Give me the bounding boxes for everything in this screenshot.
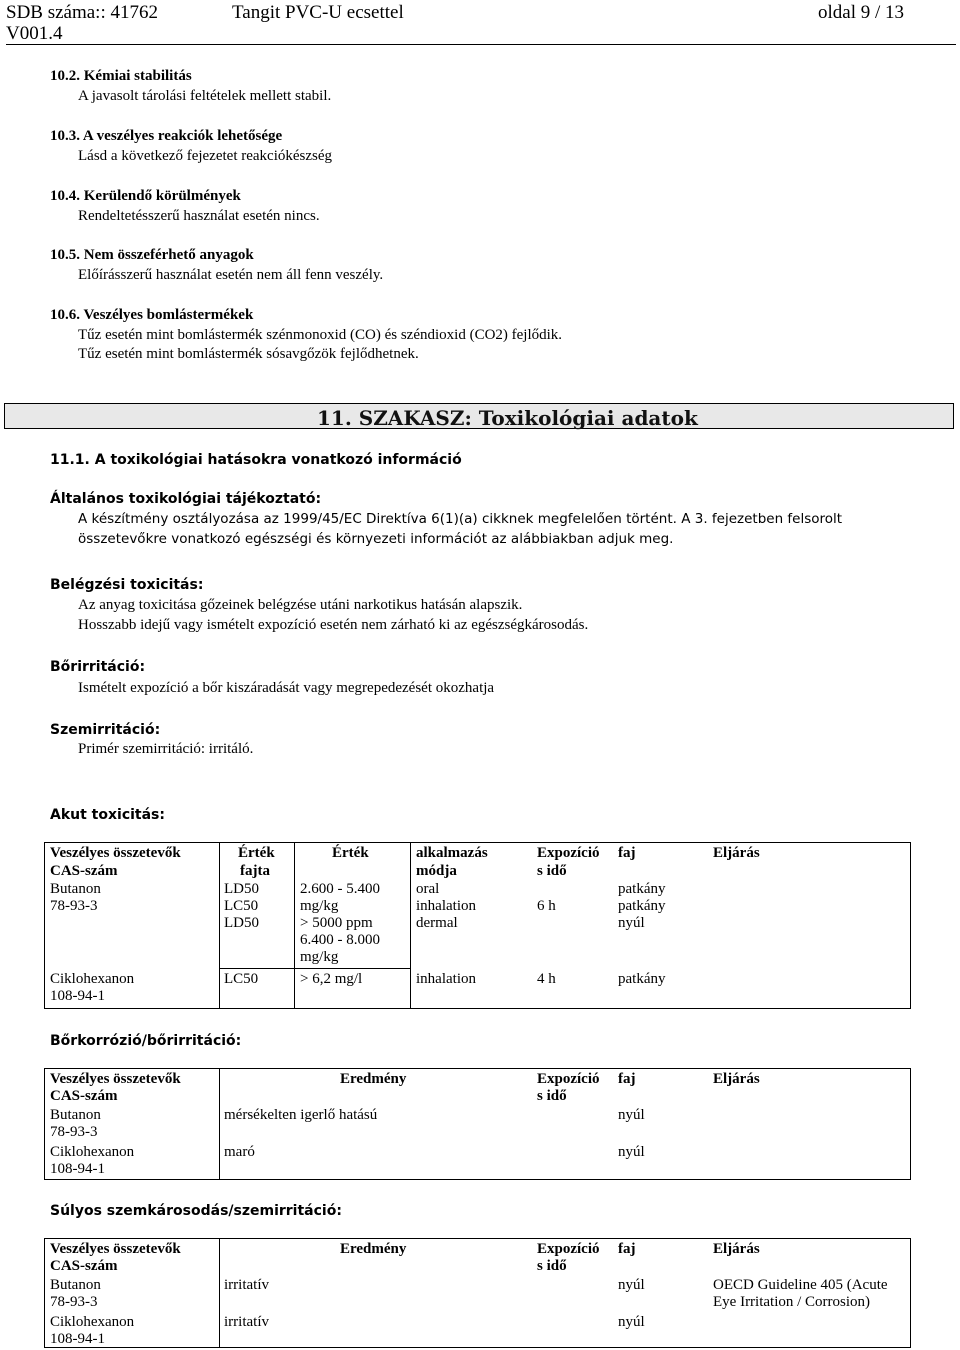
skin-corrosion-label: Bőrkorrózió/bőrirritáció:	[50, 1033, 242, 1049]
eye-irritation-label: Szemirritáció:	[50, 722, 161, 738]
acute-row-value: > 5000 ppm	[300, 915, 373, 931]
skin-irritation-text: Ismételt expozíció a bőr kiszáradását vagy megrepedezését okozhatja	[78, 680, 495, 696]
acute-row-exposure: 4 h	[537, 971, 556, 987]
acute-tox-label: Akut toxicitás:	[50, 807, 165, 823]
inhalation-line2: Hosszabb idejű vagy ismételt expozíció esetén nem zárható ki az egészségkárosodás.	[78, 617, 589, 633]
acute-row-exposure: 6 h	[537, 898, 556, 914]
acute-col-value-type-2: fajta	[240, 863, 270, 879]
version: V001.4	[6, 23, 63, 44]
eye-row-component: Ciklohexanon	[50, 1314, 135, 1330]
page-number: oldal 9 / 13	[818, 2, 905, 23]
acute-col-cas: CAS-szám	[50, 863, 118, 879]
acute-row-value: 6.400 - 8.000	[300, 932, 380, 948]
skin-row-result: maró	[224, 1144, 255, 1160]
eye-row-result: irritatív	[224, 1314, 269, 1330]
acute-row-component: Ciklohexanon	[50, 971, 135, 987]
skin-col-method: Eljárás	[713, 1071, 760, 1087]
acute-row-type: LD50	[224, 915, 259, 931]
skin-row-component: Butanon	[50, 1107, 101, 1123]
acute-row-route: dermal	[416, 915, 458, 931]
section-10-3-text: Lásd a következő fejezetet reakciókészség	[78, 148, 333, 164]
acute-row-value: 2.600 - 5.400	[300, 881, 380, 897]
skin-irritation-label: Bőrirritáció:	[50, 659, 146, 675]
skin-col-exposure-2: s idő	[537, 1088, 567, 1104]
eye-col-species: faj	[618, 1241, 636, 1257]
acute-row-route: oral	[416, 881, 440, 897]
acute-col-method: Eljárás	[713, 845, 760, 861]
skin-col-cas: CAS-szám	[50, 1088, 118, 1104]
eye-row-cas: 108-94-1	[50, 1331, 105, 1347]
section-10-4-text: Rendeltetésszerű használat esetén nincs.	[78, 208, 320, 224]
eye-row-method: OECD Guideline 405 (Acute	[713, 1277, 888, 1293]
eye-row-species: nyúl	[618, 1314, 645, 1330]
section-10-5-text: Előírásszerű használat esetén nem áll fenn veszély.	[78, 267, 384, 283]
general-tox-line2: összetevőkre vonatkozó egészségi és környezeti információt az alábbiakban adjuk meg.	[78, 531, 674, 547]
eye-row-component: Butanon	[50, 1277, 101, 1293]
eye-col-exposure-1: Expozíció	[537, 1241, 600, 1257]
section-10-2-title: 10.2. Kémiai stabilitás	[50, 68, 192, 84]
sds-number: SDB száma:: 41762	[6, 2, 158, 23]
acute-row-species: patkány	[618, 898, 666, 914]
eye-col-component: Veszélyes összetevők	[50, 1241, 181, 1257]
section-10-6-title: 10.6. Veszélyes bomlástermékek	[50, 307, 254, 323]
skin-col-result: Eredmény	[340, 1071, 407, 1087]
section-10-4-title: 10.4. Kerülendő körülmények	[50, 188, 241, 204]
product-name: Tangit PVC-U ecsettel	[232, 2, 404, 23]
section-10-6-line1: Tűz esetén mint bomlástermék szénmonoxid (CO) és széndioxid (CO2) fejlődik.	[78, 327, 563, 343]
acute-row-type: LC50	[224, 898, 259, 914]
skin-col-exposure-1: Expozíció	[537, 1071, 600, 1087]
section-10-2-text: A javasolt tárolási feltételek mellett stabil.	[78, 88, 332, 104]
inhalation-line1: Az anyag toxicitása gőzeinek belégzése utáni narkotikus hatásán alapszik.	[78, 597, 523, 613]
eye-col-cas: CAS-szám	[50, 1258, 118, 1274]
acute-row-cas: 108-94-1	[50, 988, 105, 1004]
acute-row-type: LD50	[224, 881, 259, 897]
acute-row-type: LC50	[224, 971, 259, 987]
section-11-banner	[4, 403, 954, 429]
skin-row-component: Ciklohexanon	[50, 1144, 135, 1160]
inhalation-label: Belégzési toxicitás:	[50, 577, 204, 593]
acute-row-route: inhalation	[416, 971, 476, 987]
section-11-title: 11. SZAKASZ: Toxikológiai adatok	[317, 406, 698, 430]
eye-row-species: nyúl	[618, 1277, 645, 1293]
eye-row-method: Eye Irritation / Corrosion)	[713, 1294, 871, 1310]
eye-col-method: Eljárás	[713, 1241, 760, 1257]
acute-row-value: mg/kg	[300, 949, 339, 965]
acute-col-species: faj	[618, 845, 636, 861]
section-11-1-title: 11.1. A toxikológiai hatásokra vonatkozó információ	[50, 452, 462, 468]
section-10-3-title: 10.3. A veszélyes reakciók lehetősége	[50, 128, 283, 144]
skin-col-species: faj	[618, 1071, 636, 1087]
general-tox-line1: A készítmény osztályozása az 1999/45/EC Direktíva 6(1)(a) cikknek megfelelően történt. A 3. fejezetben felsorolt	[78, 511, 843, 527]
acute-col-component: Veszélyes összetevők	[50, 845, 181, 861]
eye-col-result: Eredmény	[340, 1241, 407, 1257]
acute-col-value-type-1: Érték	[238, 845, 275, 861]
skin-row-species: nyúl	[618, 1144, 645, 1160]
skin-row-cas: 108-94-1	[50, 1161, 105, 1177]
eye-damage-label: Súlyos szemkárosodás/szemirritáció:	[50, 1203, 342, 1219]
acute-row-component: Butanon	[50, 881, 101, 897]
acute-row-cas: 78-93-3	[50, 898, 98, 914]
skin-row-result: mérsékelten igerlő hatású	[224, 1107, 378, 1123]
acute-row-species: patkány	[618, 881, 666, 897]
acute-row-species: patkány	[618, 971, 666, 987]
eye-row-result: irritatív	[224, 1277, 269, 1293]
acute-row-route: inhalation	[416, 898, 476, 914]
header-rule	[6, 44, 956, 45]
section-10-6-line2: Tűz esetén mint bomlástermék sósavgőzök fejlődhetnek.	[78, 346, 419, 362]
skin-col-component: Veszélyes összetevők	[50, 1071, 181, 1087]
eye-irritation-text: Primér szemirritáció: irritáló.	[78, 741, 254, 757]
general-tox-label: Általános toxikológiai tájékoztató:	[50, 491, 322, 507]
eye-col-exposure-2: s idő	[537, 1258, 567, 1274]
skin-row-species: nyúl	[618, 1107, 645, 1123]
acute-row-value: > 6,2 mg/l	[300, 971, 363, 987]
acute-row-value: mg/kg	[300, 898, 339, 914]
acute-col-exposure-2: s idő	[537, 863, 567, 879]
eye-row-cas: 78-93-3	[50, 1294, 98, 1310]
acute-col-exposure-1: Expozíció	[537, 845, 600, 861]
skin-row-cas: 78-93-3	[50, 1124, 98, 1140]
acute-row-species: nyúl	[618, 915, 645, 931]
acute-col-value: Érték	[332, 845, 369, 861]
acute-col-route-2: módja	[416, 863, 457, 879]
acute-col-route-1: alkalmazás	[416, 845, 488, 861]
section-10-5-title: 10.5. Nem összeférhető anyagok	[50, 247, 254, 263]
